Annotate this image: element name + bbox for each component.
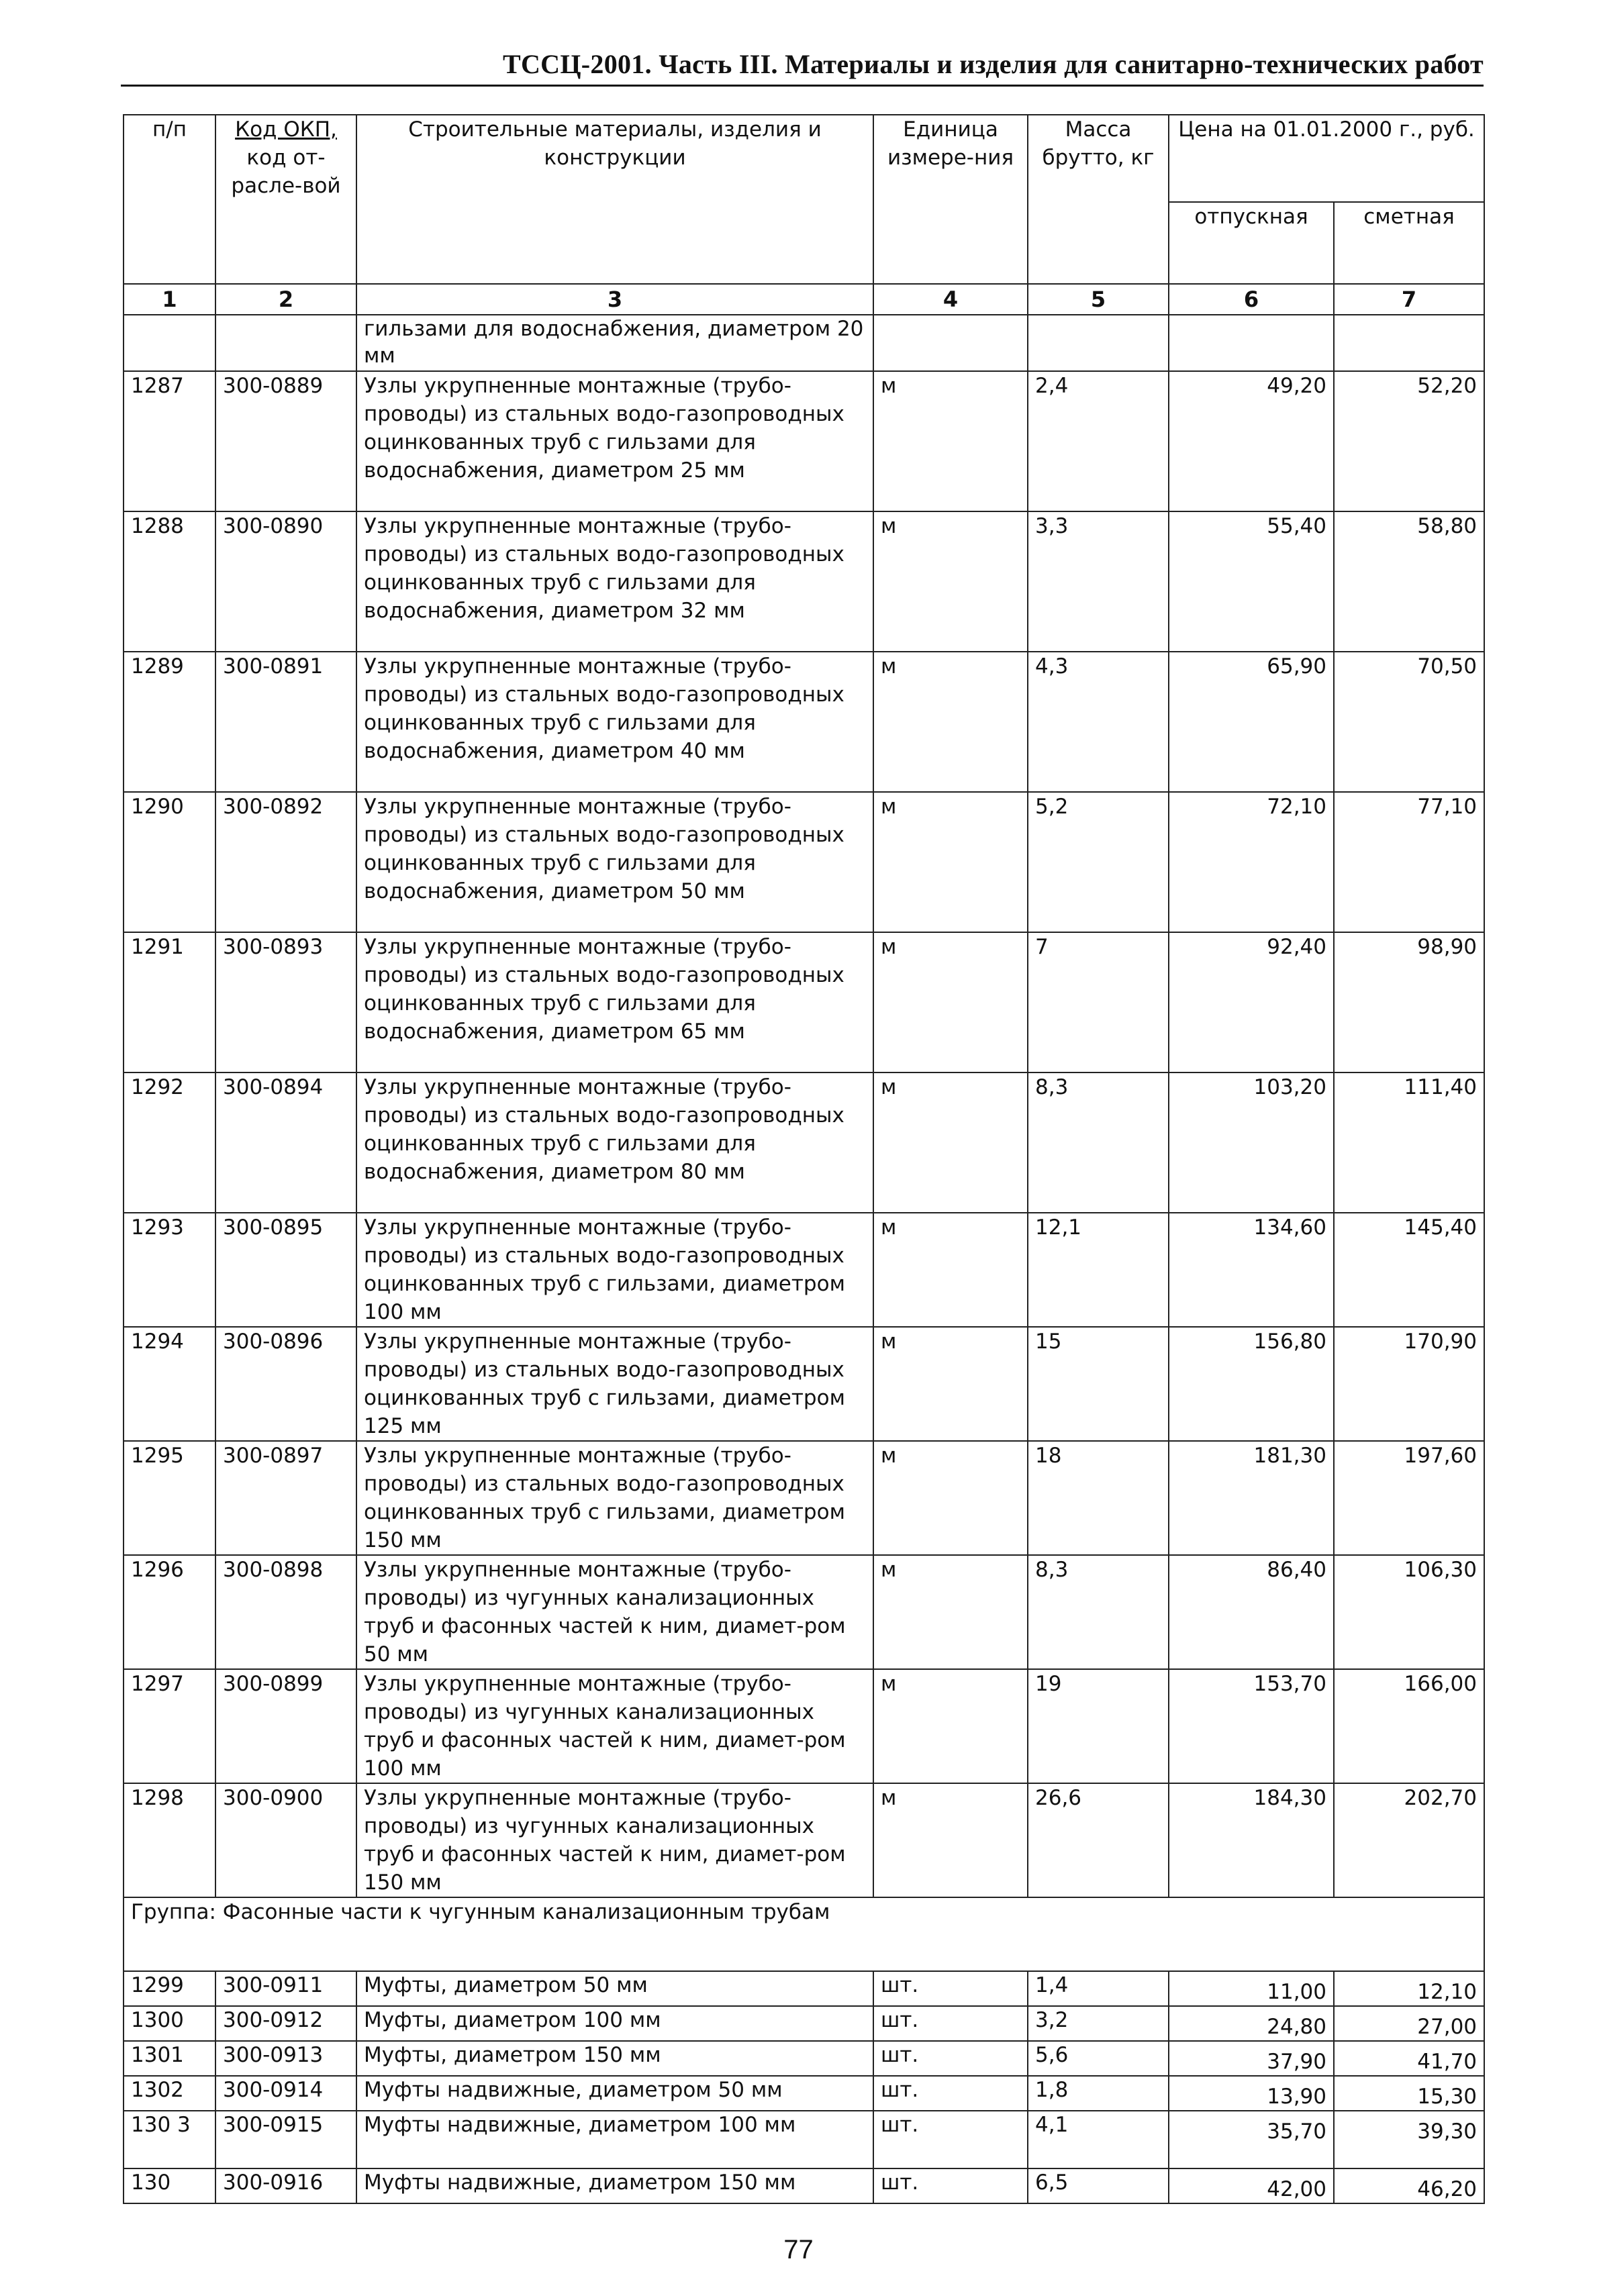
cell-price-estimate: 58,80 — [1334, 511, 1484, 652]
table-row — [124, 2076, 1484, 2111]
cell-description: Узлы укрупненные монтажные (трубо-проводы) из стальных водо-газопроводных оцинкованных труб с гильзами для водоснабжения, диаметром 40 мм — [356, 652, 873, 792]
cell-price-estimate: 39,30 — [1334, 2111, 1484, 2168]
cell-price-release: 37,90 — [1169, 2041, 1334, 2076]
cell-code: 300-0900 — [215, 1783, 356, 1897]
column-number: 3 — [356, 284, 873, 315]
cell-code: 300-0895 — [215, 1213, 356, 1327]
cell-unit: шт. — [873, 2111, 1028, 2168]
table-row — [124, 1669, 1484, 1783]
cell-num: 1301 — [124, 2041, 215, 2076]
cell-code: 300-0911 — [215, 1971, 356, 2006]
cell-price-release: 13,90 — [1169, 2076, 1334, 2111]
cell-num: 130 — [124, 2168, 215, 2203]
table-row — [124, 652, 1484, 792]
column-number: 2 — [215, 284, 356, 315]
cell-unit: м — [873, 792, 1028, 932]
cell-description: Узлы укрупненные монтажные (трубо-проводы) из стальных водо-газопроводных оцинкованных труб с гильзами для водоснабжения, диаметром 80 мм — [356, 1072, 873, 1213]
cell-price-estimate: 166,00 — [1334, 1669, 1484, 1783]
cell-mass: 26,6 — [1028, 1783, 1169, 1897]
cell-code — [215, 315, 356, 371]
cell-num: 1295 — [124, 1441, 215, 1555]
cell-mass: 19 — [1028, 1669, 1169, 1783]
cell-unit: шт. — [873, 2076, 1028, 2111]
table-row — [124, 1327, 1484, 1441]
cell-unit: м — [873, 1783, 1028, 1897]
column-number: 4 — [873, 284, 1028, 315]
cell-price-estimate: 77,10 — [1334, 792, 1484, 932]
cell-unit: м — [873, 1327, 1028, 1441]
cell-price-release: 153,70 — [1169, 1669, 1334, 1783]
column-number: 5 — [1028, 284, 1169, 315]
cell-code: 300-0913 — [215, 2041, 356, 2076]
cell-price-estimate: 111,40 — [1334, 1072, 1484, 1213]
cell-description: Узлы укрупненные монтажные (трубо-проводы) из стальных водо-газопроводных оцинкованных труб с гильзами для водоснабжения, диаметром 50 мм — [356, 792, 873, 932]
cell-price-estimate: 70,50 — [1334, 652, 1484, 792]
cell-description: Узлы укрупненные монтажные (трубо-проводы) из стальных водо-газопроводных оцинкованных труб с гильзами для водоснабжения, диаметром 25 мм — [356, 371, 873, 511]
cell-code: 300-0898 — [215, 1555, 356, 1669]
cell-description: Узлы укрупненные монтажные (трубо-проводы) из чугунных канализационных труб и фасонных частей к ним, диамет-ром 50 мм — [356, 1555, 873, 1669]
column-number: 1 — [124, 284, 215, 315]
cell-price-estimate: 27,00 — [1334, 2006, 1484, 2041]
cell-unit: м — [873, 1669, 1028, 1783]
cell-price-estimate: 52,20 — [1334, 371, 1484, 511]
column-number: 6 — [1169, 284, 1334, 315]
cell-price-estimate — [1334, 315, 1484, 371]
cell-mass: 8,3 — [1028, 1072, 1169, 1213]
table-row — [124, 2006, 1484, 2041]
cell-unit: шт. — [873, 2041, 1028, 2076]
cell-code: 300-0893 — [215, 932, 356, 1072]
cell-price-estimate: 98,90 — [1334, 932, 1484, 1072]
table-row — [124, 792, 1484, 932]
cell-num: 1302 — [124, 2076, 215, 2111]
cell-num: 1296 — [124, 1555, 215, 1669]
cell-code: 300-0899 — [215, 1669, 356, 1783]
cell-mass: 4,1 — [1028, 2111, 1169, 2168]
cell-price-release: 156,80 — [1169, 1327, 1334, 1441]
cell-price-estimate: 170,90 — [1334, 1327, 1484, 1441]
cell-mass: 15 — [1028, 1327, 1169, 1441]
table-row — [124, 1971, 1484, 2006]
cell-code: 300-0914 — [215, 2076, 356, 2111]
cell-price-release: 65,90 — [1169, 652, 1334, 792]
cell-num: 1297 — [124, 1669, 215, 1783]
cell-price-release: 181,30 — [1169, 1441, 1334, 1555]
cell-price-estimate: 202,70 — [1334, 1783, 1484, 1897]
header-name: Строительные материалы, изделия и конструкции — [356, 115, 873, 284]
header-code — [215, 115, 356, 284]
header-num: п/п — [124, 115, 215, 284]
cell-code: 300-0897 — [215, 1441, 356, 1555]
cell-num — [124, 315, 215, 371]
cell-description: Муфты надвижные, диаметром 50 мм — [356, 2076, 873, 2111]
table-row — [124, 371, 1484, 511]
table-row — [124, 1783, 1484, 1897]
group-title: Группа: Фасонные части к чугунным канализационным трубам — [124, 1897, 1484, 1971]
cell-price-release: 49,20 — [1169, 371, 1334, 511]
header-price-release: отпускная — [1169, 202, 1334, 284]
cell-mass: 5,6 — [1028, 2041, 1169, 2076]
cell-description: Муфты, диаметром 100 мм — [356, 2006, 873, 2041]
cell-price-release: 35,70 — [1169, 2111, 1334, 2168]
cell-num: 1288 — [124, 511, 215, 652]
cell-num: 1298 — [124, 1783, 215, 1897]
cell-description: Муфты надвижные, диаметром 100 мм — [356, 2111, 873, 2168]
cell-code: 300-0890 — [215, 511, 356, 652]
cell-mass: 4,3 — [1028, 652, 1169, 792]
cell-code: 300-0916 — [215, 2168, 356, 2203]
cell-num: 1299 — [124, 1971, 215, 2006]
cell-code: 300-0912 — [215, 2006, 356, 2041]
header-rule — [121, 85, 1484, 87]
cell-description: Узлы укрупненные монтажные (трубо-проводы) из стальных водо-газопроводных оцинкованных труб с гильзами для водоснабжения, диаметром 65 мм — [356, 932, 873, 1072]
header-code-okp: Код ОКП, — [235, 117, 337, 142]
cell-unit: м — [873, 511, 1028, 652]
cell-mass: 8,3 — [1028, 1555, 1169, 1669]
cell-price-estimate: 197,60 — [1334, 1441, 1484, 1555]
table-row — [124, 511, 1484, 652]
cell-mass — [1028, 315, 1169, 371]
cell-price-release: 184,30 — [1169, 1783, 1334, 1897]
header-price-group: Цена на 01.01.2000 г., руб. — [1169, 115, 1484, 202]
cell-num: 1287 — [124, 371, 215, 511]
cell-description: Узлы укрупненные монтажные (трубо-проводы) из стальных водо-газопроводных оцинкованных труб с гильзами, диаметром 100 мм — [356, 1213, 873, 1327]
header-code-industry: код от-расле-вой — [231, 146, 341, 198]
cell-num: 1289 — [124, 652, 215, 792]
cell-mass: 3,2 — [1028, 2006, 1169, 2041]
cell-price-estimate: 106,30 — [1334, 1555, 1484, 1669]
cell-code: 300-0915 — [215, 2111, 356, 2168]
cell-num: 1293 — [124, 1213, 215, 1327]
table-row — [124, 2041, 1484, 2076]
cell-description: Муфты, диаметром 50 мм — [356, 1971, 873, 2006]
cell-num: 130 3 — [124, 2111, 215, 2168]
cell-description: Узлы укрупненные монтажные (трубо-проводы) из стальных водо-газопроводных оцинкованных труб с гильзами, диаметром 150 мм — [356, 1441, 873, 1555]
table-row — [124, 2168, 1484, 2203]
cell-unit — [873, 315, 1028, 371]
cell-num: 1291 — [124, 932, 215, 1072]
header-unit: Единица измере-ния — [873, 115, 1028, 284]
cell-price-estimate: 145,40 — [1334, 1213, 1484, 1327]
cell-price-release: 24,80 — [1169, 2006, 1334, 2041]
cell-price-release: 72,10 — [1169, 792, 1334, 932]
cell-num: 1290 — [124, 792, 215, 932]
cell-code: 300-0896 — [215, 1327, 356, 1441]
cell-price-release: 42,00 — [1169, 2168, 1334, 2203]
materials-price-table — [123, 114, 1485, 2204]
page-header: ТССЦ-2001. Часть III. Материалы и изделия для санитарно-технических работ — [503, 49, 1484, 79]
table-row — [124, 1441, 1484, 1555]
cell-mass: 3,3 — [1028, 511, 1169, 652]
cell-price-release: 103,20 — [1169, 1072, 1334, 1213]
cell-mass: 5,2 — [1028, 792, 1169, 932]
cell-unit: шт. — [873, 1971, 1028, 2006]
cell-description: гильзами для водоснабжения, диаметром 20 мм — [356, 315, 873, 371]
cell-price-release — [1169, 315, 1334, 371]
cell-unit: м — [873, 1555, 1028, 1669]
cell-num: 1292 — [124, 1072, 215, 1213]
header-price-estimate: сметная — [1334, 202, 1484, 284]
cell-num: 1300 — [124, 2006, 215, 2041]
cell-price-estimate: 46,20 — [1334, 2168, 1484, 2203]
cell-mass: 1,4 — [1028, 1971, 1169, 2006]
cell-unit: м — [873, 932, 1028, 1072]
cell-price-release: 86,40 — [1169, 1555, 1334, 1669]
cell-num: 1294 — [124, 1327, 215, 1441]
header-mass: Масса брутто, кг — [1028, 115, 1169, 284]
table-row — [124, 1213, 1484, 1327]
cell-mass: 1,8 — [1028, 2076, 1169, 2111]
cell-unit: м — [873, 1441, 1028, 1555]
cell-description: Муфты, диаметром 150 мм — [356, 2041, 873, 2076]
table-row — [124, 1072, 1484, 1213]
cell-price-release: 11,00 — [1169, 1971, 1334, 2006]
cell-mass: 6,5 — [1028, 2168, 1169, 2203]
cell-unit: шт. — [873, 2168, 1028, 2203]
cell-unit: м — [873, 1072, 1028, 1213]
cell-mass: 12,1 — [1028, 1213, 1169, 1327]
column-number: 7 — [1334, 284, 1484, 315]
cell-price-release: 134,60 — [1169, 1213, 1334, 1327]
cell-code: 300-0892 — [215, 792, 356, 932]
cell-price-estimate: 15,30 — [1334, 2076, 1484, 2111]
group-row — [124, 1897, 1484, 1971]
cell-mass: 7 — [1028, 932, 1169, 1072]
cell-description: Муфты надвижные, диаметром 150 мм — [356, 2168, 873, 2203]
cell-unit: м — [873, 652, 1028, 792]
cell-price-estimate: 41,70 — [1334, 2041, 1484, 2076]
cell-unit: шт. — [873, 2006, 1028, 2041]
table-row — [124, 315, 1484, 371]
table-row — [124, 932, 1484, 1072]
page-number: 77 — [783, 2235, 814, 2264]
cell-price-release: 55,40 — [1169, 511, 1334, 652]
cell-code: 300-0894 — [215, 1072, 356, 1213]
cell-unit: м — [873, 1213, 1028, 1327]
table-row — [124, 2111, 1484, 2168]
cell-description: Узлы укрупненные монтажные (трубо-проводы) из чугунных канализационных труб и фасонных частей к ним, диамет-ром 150 мм — [356, 1783, 873, 1897]
cell-price-release: 92,40 — [1169, 932, 1334, 1072]
cell-code: 300-0889 — [215, 371, 356, 511]
cell-description: Узлы укрупненные монтажные (трубо-проводы) из стальных водо-газопроводных оцинкованных труб с гильзами, диаметром 125 мм — [356, 1327, 873, 1441]
cell-price-estimate: 12,10 — [1334, 1971, 1484, 2006]
cell-description: Узлы укрупненные монтажные (трубо-проводы) из стальных водо-газопроводных оцинкованных труб с гильзами для водоснабжения, диаметром 32 мм — [356, 511, 873, 652]
cell-code: 300-0891 — [215, 652, 356, 792]
cell-unit: м — [873, 371, 1028, 511]
table-row — [124, 1555, 1484, 1669]
cell-description: Узлы укрупненные монтажные (трубо-проводы) из чугунных канализационных труб и фасонных частей к ним, диамет-ром 100 мм — [356, 1669, 873, 1783]
cell-mass: 18 — [1028, 1441, 1169, 1555]
cell-mass: 2,4 — [1028, 371, 1169, 511]
